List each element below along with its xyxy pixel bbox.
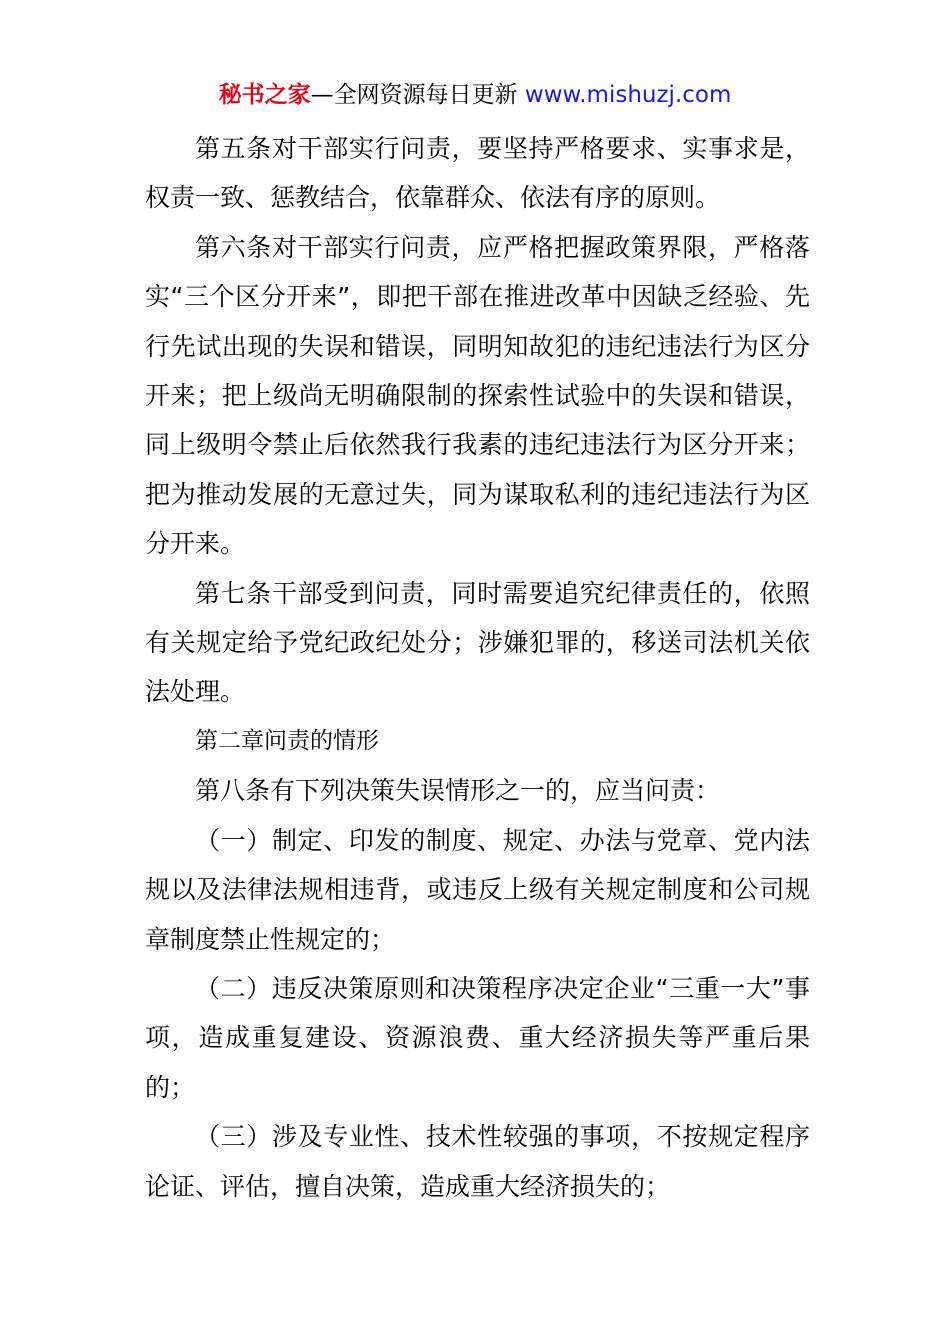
article-8-item-1: （一）制定、印发的制度、规定、办法与党章、党内法规以及法律法规相违背，或违反上级有关规定制度和公司规章制度禁止性规定的；: [145, 825, 810, 954]
brand-name: 秘书之家: [218, 82, 311, 108]
article-8-item-2: （二）违反决策原则和决策程序决定企业“三重一大”事项，造成重复建设、资源浪费、重大经济损失等严重后果的；: [145, 973, 810, 1102]
article-6: 第六条对干部实行问责，应严格把握政策界限，严格落实“三个区分开来”，即把干部在推进改革中因缺乏经验、先行先试出现的失误和错误，同明知故犯的违纪违法行为区分开来；把上级尚无明确限制的探索性试验中的失误和错误，同上级明令禁止后依然我行我素的违纪违法行为区分开来；把为推动发展的无意过失，同为谋取私利的违纪违法行为区分开来。: [145, 232, 810, 559]
article-7: 第七条干部受到问责，同时需要追究纪律责任的，依照有关规定给予党纪政纪处分；涉嫌犯罪的，移送司法机关依法处理。: [145, 578, 810, 707]
article-8-item-3: （三）涉及专业性、技术性较强的事项，不按规定程序论证、评估，擅自决策，造成重大经济损失的；: [145, 1122, 810, 1201]
header-tagline: —全网资源每日更新: [310, 82, 518, 108]
document-body: [145, 124, 810, 1211]
chapter-2-heading: 第二章问责的情形: [195, 727, 379, 754]
article-8: 第八条有下列决策失误情形之一的，应当问责：: [195, 776, 721, 806]
article-5: 第五条对干部实行问责，要坚持严格要求、实事求是，权责一致、惩教结合，依靠群众、依法有序的原则。: [145, 134, 810, 213]
page-header: [0, 78, 950, 112]
website-link[interactable]: www.mishuzj.com: [524, 82, 732, 108]
